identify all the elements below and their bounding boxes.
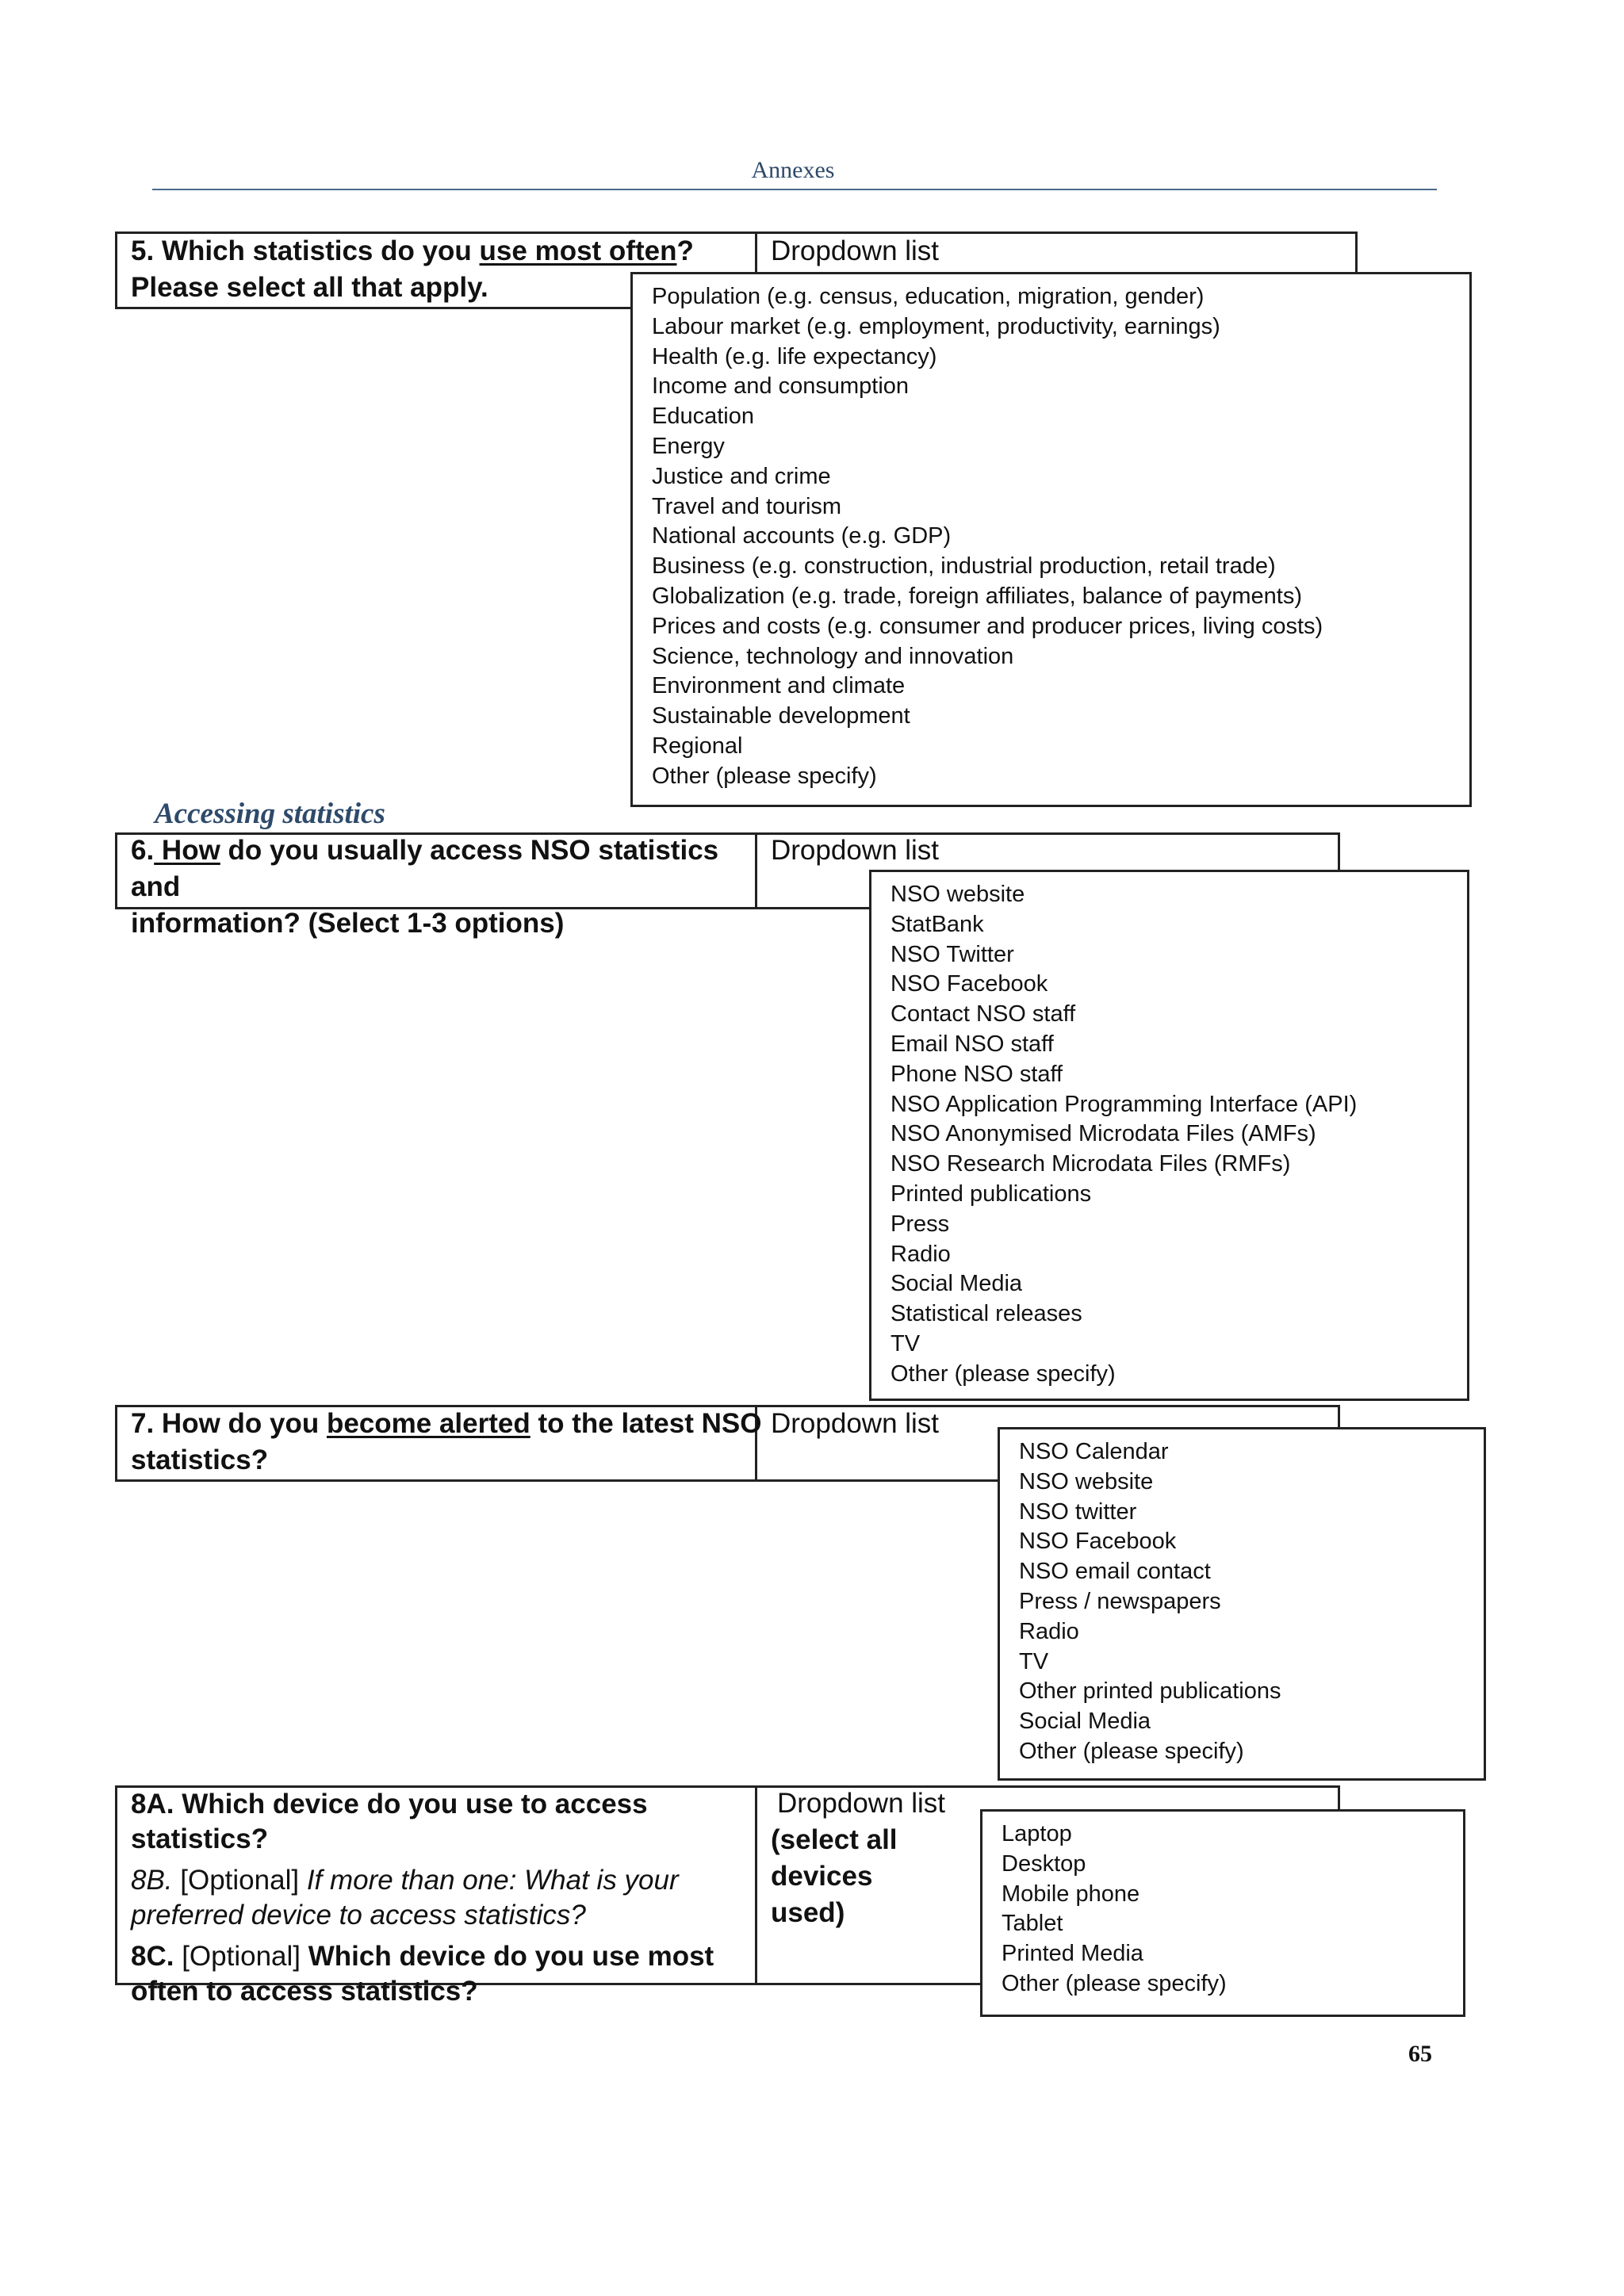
q7-question-text <box>131 1406 765 1479</box>
q6-text-underlined: How <box>154 835 220 866</box>
q8b-text: If more than one: What is your preferred device to access statistics? <box>131 1865 679 1931</box>
q6-option[interactable]: Phone NSO staff <box>891 1061 1063 1087</box>
q6-text-post: do you usually access NSO statistics and <box>131 835 719 902</box>
q6-option[interactable]: Printed publications <box>891 1181 1092 1207</box>
q8-dropdown-options[interactable] <box>980 1809 1465 2017</box>
q5-text-pre: Which statistics do you <box>161 235 480 266</box>
q6-option[interactable]: TV <box>891 1330 921 1357</box>
q5-instruction: Please select all that apply. <box>131 272 488 303</box>
q5-option[interactable]: Globalization (e.g. trade, foreign affiliates, balance of payments) <box>652 583 1302 609</box>
page-header: Annexes <box>751 157 835 183</box>
q5-option[interactable]: National accounts (e.g. GDP) <box>652 523 952 549</box>
q8c-paragraph <box>131 1939 749 2009</box>
q8-option[interactable]: Laptop <box>1002 1821 1072 1846</box>
q5-option[interactable]: Business (e.g. construction, industrial production, retail trade) <box>652 553 1276 580</box>
q8-dropdown-label[interactable]: Dropdown list <box>777 1788 946 1819</box>
q7-option[interactable]: Other printed publications <box>1019 1678 1281 1705</box>
q7-text-post: to the latest NSO <box>530 1408 762 1439</box>
q8-option[interactable]: Mobile phone <box>1002 1881 1140 1907</box>
q5-option[interactable]: Justice and crime <box>652 463 831 489</box>
q7-option[interactable]: Press / newspapers <box>1019 1588 1221 1614</box>
q6-option[interactable]: Radio <box>891 1241 951 1267</box>
q6-number: 6. <box>131 835 155 866</box>
q6-dropdown-options[interactable] <box>869 870 1469 1401</box>
q5-option[interactable]: Regional <box>652 733 743 759</box>
q5-option[interactable]: Income and consumption <box>652 373 910 400</box>
section-heading: Accessing statistics <box>155 798 385 830</box>
q7-option[interactable]: NSO email contact <box>1019 1559 1211 1585</box>
q6-instruction: information? (Select 1-3 options) <box>131 908 565 939</box>
q5-option[interactable]: Science, technology and innovation <box>652 643 1014 669</box>
q5-option[interactable]: Labour market (e.g. employment, productivity, earnings) <box>652 313 1220 339</box>
q7-option[interactable]: Other (please specify) <box>1019 1738 1244 1764</box>
q7-option[interactable]: NSO twitter <box>1019 1498 1137 1525</box>
q8-question-text <box>131 1787 749 2009</box>
q6-option[interactable]: NSO website <box>891 882 1025 907</box>
q6-option[interactable]: Other (please specify) <box>891 1360 1116 1387</box>
q7-text-underlined: become alerted <box>326 1408 530 1439</box>
q8-option[interactable]: Other (please specify) <box>1002 1970 1227 1996</box>
q5-option[interactable]: Other (please specify) <box>652 763 877 789</box>
q5-option[interactable]: Energy <box>652 433 725 459</box>
q8b-label: 8B. <box>131 1865 173 1896</box>
q8-option[interactable]: Desktop <box>1002 1850 1086 1877</box>
q5-option[interactable]: Prices and costs (e.g. consumer and producer prices, living costs) <box>652 613 1323 639</box>
q8-dropdown-note: (select all devices used) <box>771 1824 898 1928</box>
q6-option[interactable]: Social Media <box>891 1271 1023 1297</box>
q7-option[interactable]: NSO Calendar <box>1019 1439 1169 1464</box>
q6-option[interactable]: NSO Application Programming Interface (API) <box>891 1091 1358 1117</box>
q5-option[interactable]: Population (e.g. census, education, migration, gender) <box>652 284 1205 309</box>
q5-number: 5. <box>131 235 155 266</box>
q7-dropdown-label[interactable]: Dropdown list <box>771 1408 940 1439</box>
q8c-optional-tag: [Optional] <box>174 1941 308 1972</box>
q5-option[interactable]: Health (e.g. life expectancy) <box>652 343 937 369</box>
q8-option[interactable]: Printed Media <box>1002 1941 1143 1967</box>
header-rule <box>152 189 1437 190</box>
q7-instruction: statistics? <box>131 1445 269 1475</box>
q5-option[interactable]: Environment and climate <box>652 673 906 699</box>
q6-option[interactable]: NSO Facebook <box>891 971 1048 997</box>
q6-option[interactable]: NSO Research Microdata Files (RMFs) <box>891 1151 1291 1177</box>
q8c-text: Which device do you use most often to access statistics? <box>131 1941 714 2007</box>
q7-option[interactable]: Radio <box>1019 1618 1079 1644</box>
q5-option[interactable]: Travel and tourism <box>652 493 842 519</box>
q7-option[interactable]: Social Media <box>1019 1709 1151 1735</box>
q5-option[interactable]: Education <box>652 404 754 430</box>
q6-option[interactable]: Statistical releases <box>891 1301 1082 1327</box>
q6-option[interactable]: StatBank <box>891 911 984 937</box>
q6-option[interactable]: NSO Anonymised Microdata Files (AMFs) <box>891 1121 1316 1147</box>
q6-option[interactable]: Contact NSO staff <box>891 1001 1076 1027</box>
q7-text-pre: How do you <box>154 1408 327 1439</box>
q8c-label: 8C. <box>131 1941 174 1972</box>
q7-option[interactable]: NSO Facebook <box>1019 1529 1177 1555</box>
q5-option[interactable]: Sustainable development <box>652 703 910 729</box>
q5-text-underlined: use most often <box>479 235 677 266</box>
q5-dropdown-label[interactable]: Dropdown list <box>771 235 940 266</box>
q6-option[interactable]: NSO Twitter <box>891 941 1014 967</box>
q5-text-post: ? <box>676 235 694 266</box>
q7-dropdown-options[interactable] <box>998 1427 1486 1781</box>
q6-option[interactable]: Press <box>891 1211 950 1237</box>
q6-question-text <box>131 832 765 942</box>
q7-number: 7. <box>131 1408 155 1439</box>
q8b-paragraph <box>131 1863 749 1933</box>
q7-option[interactable]: NSO website <box>1019 1468 1154 1494</box>
q6-dropdown-label[interactable]: Dropdown list <box>771 835 940 866</box>
q5-dropdown-options[interactable] <box>630 272 1472 807</box>
q7-option[interactable]: TV <box>1019 1648 1049 1674</box>
q8a-text: 8A. Which device do you use to access statistics? <box>131 1789 648 1854</box>
q8-option[interactable]: Tablet <box>1002 1911 1063 1937</box>
q6-option[interactable]: Email NSO staff <box>891 1031 1054 1057</box>
q8b-optional-tag: [Optional] <box>172 1865 307 1896</box>
page-number: 65 <box>1408 2041 1432 2067</box>
